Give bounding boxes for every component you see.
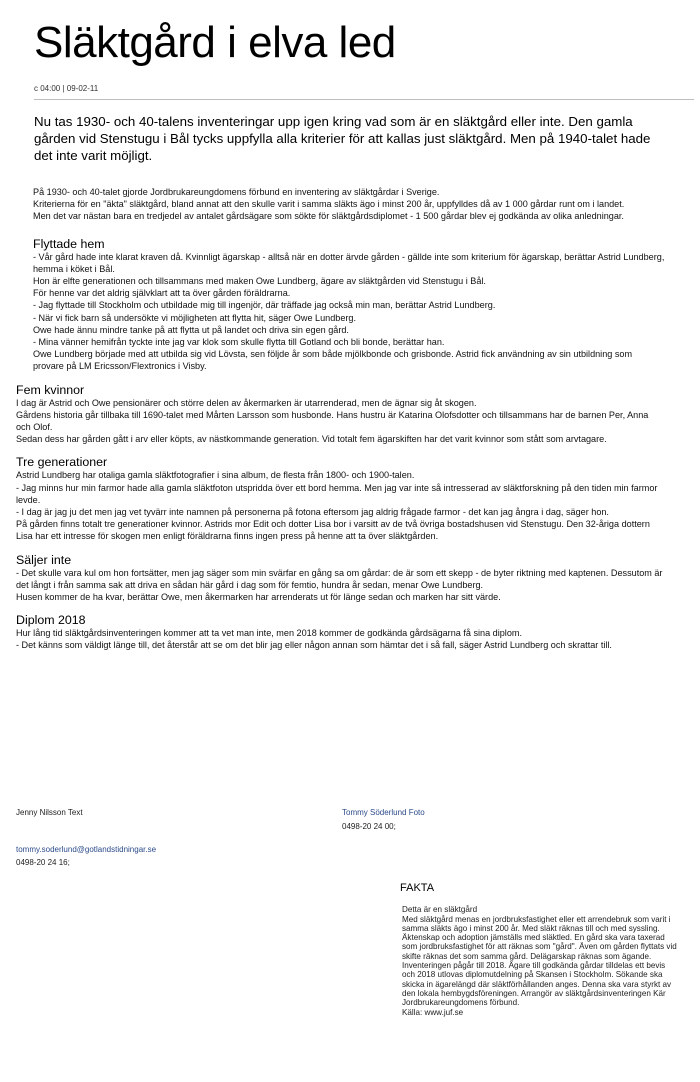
facts-paragraph: Med släktgård menas en jordbruksfastighet eller ett arrendebruk som varit i samma släkts ägo i minst 200 år. Med släkt räknas till och med syssling. Äktenskap och adoption jämställs med släktled. En gård ska vara taxerad som jordbruksfastighet för att räknas som "gård". Även om gården flyttats vid skifte räknas det som samma gård. Delägarskap räknas som ägande. <box>402 914 677 961</box>
photographer-link[interactable]: Tommy Söderlund Foto <box>342 808 425 817</box>
contact-email <box>16 845 156 854</box>
facts-content <box>402 905 680 1017</box>
facts-source: Källa: www.juf.se <box>402 1007 464 1017</box>
photographer-byline <box>342 808 425 817</box>
section-paragraph: Hur lång tid släktgårdsinventeringen kommer att ta vet man inte, men 2018 kommer de godkända gårdsägarna få sina diplom. <box>16 628 522 639</box>
email-link[interactable]: tommy.soderlund@gotlandstidningar.se <box>16 845 157 854</box>
section-paragraph: - Jag minns hur min farmor hade alla gamla släktfoton utspridda över ett bord hemma. Men jag var inte så intresserad av släktforskning på den tiden min farmor levde. <box>16 482 658 505</box>
section-paragraph: Husen kommer de ha kvar, berättar Owe, men åkermarken har arrenderats ut för länge sedan och marken har sitt värde. <box>16 592 501 603</box>
section-paragraph: - Mina vänner hemifrån tyckte inte jag var klok som skulle flytta till Gotland och bli bonde, berättar han. <box>33 337 445 348</box>
contact-phone: 0498-20 24 16; <box>16 858 70 867</box>
page-title: Släktgård i elva led <box>34 18 396 67</box>
section-paragraph: - I dag är jag ju det men jag vet tyvärr inte namnen på personerna på fotona eftersom jag aldrig frågade farmor - det kan jag ångra i dag, säger hon. <box>16 507 609 518</box>
section-paragraph: Sedan dess har gården gått i arv eller köpts, av nästkommande generation. Vid totalt fem ägarskiften har det varit kvinnor som stått som arvtagare. <box>16 434 607 445</box>
section-flyttade-hem <box>33 237 665 373</box>
section-tre-generationer <box>16 455 665 542</box>
section-paragraph: - Vår gård hade inte klarat kraven då. Kvinnligt ägarskap - alltså när en dotter ärvde gården - gällde inte som kriterium för ägarskap, berättar Astrid Lundberg, hemma i köket i Bål. <box>33 251 665 274</box>
section-diplom-2018 <box>16 613 665 651</box>
header-divider <box>34 99 694 100</box>
section-paragraph: - När vi fick barn så undersökte vi möjligheten att flytta hit, säger Owe Lundberg. <box>33 312 356 323</box>
intro-paragraph: På 1930- och 40-talet gjorde Jordbrukareungdomens förbund en inventering av släktgårdar i Sverige. <box>33 187 440 197</box>
publish-meta: c 04:00 | 09-02-11 <box>34 84 99 93</box>
section-paragraph: - Jag flyttade till Stockholm och utbildade mig till ingenjör, där träffade jag också min man, berättar Astrid Lundberg. <box>33 300 496 311</box>
facts-paragraph: Inventeringen pågår till 2018. Ägare till godkända gårdar tilldelas ett bevis och 2018 utlovas diplomutdelning på Skansen i Stockholm. Sökande ska skicka in ägarelängd där släktförhållanden anges. Denna ska vara styrkt av den lokala hembygdsföreningen. Arrangör av släktgårdsinventeringen Kär Jordbrukareungdomens förbund. <box>402 961 672 1008</box>
intro-paragraph: Kriterierna för en "äkta" släktgård, bland annat att den skulle varit i samma släkts ägo i minst 200 år, uppfylldes då av 1 000 gårdar runt om i landet. <box>33 199 625 210</box>
section-paragraph: Astrid Lundberg har otaliga gamla släktfotografier i sina album, de flesta från 1800- och 1900-talen. <box>16 470 415 481</box>
intro-paragraph: Men det var nästan bara en tredjedel av antalet gårdsägare som sökte för släktgårdsdiplomet - 1 500 gårdar blev ej godkända av olika anledningar. <box>33 211 624 222</box>
section-paragraph: På gården finns totalt tre generationer kvinnor. Astrids mor Edit och dotter Lisa bor i varsitt av de två övriga bostadshusen vid Stenstugu. Den 32-åriga dottern Lisa har ett intresse för skogen men enligt föräldrarna finns ingen press på henne att ta över släktgården. <box>16 519 650 542</box>
article-ingress: Nu tas 1930- och 40-talens inventeringar upp igen kring vad som är en släktgård eller inte. Den gamla gården vid Stenstugu i Bål tycks uppfylla alla kriterier för att kallas just släktgård. Men på 1940-talet hade det inte varit möjligt. <box>34 114 651 163</box>
section-paragraph: - Det skulle vara kul om hon fortsätter, men jag säger som min svärfar en gång sa om gårdar: de är som ett skepp - de byter riktning med kaptenen. Dessutom är det långt i från samma sak att driva en sådan här gård i dag som för femtio, hundra år sedan, menar Owe Lundberg. <box>16 567 663 590</box>
facts-box <box>394 884 684 1017</box>
facts-heading: FAKTA <box>400 882 435 894</box>
section-saljer-inte <box>16 553 665 604</box>
section-paragraph: Gårdens historia går tillbaka till 1690-talet med Mårten Larsson som husbonde. Hans hustru är Katarina Olofsdotter och tillsammans har de barnen Per, Anna och Olof. <box>16 409 649 433</box>
section-paragraph: Owe Lundberg började med att utbilda sig vid Lövsta, sen följde år som både mjölkbonde och grisbonde. Astrid fick användning av sin utbildning som provare på LM Ericsson/Flextronics i Visby. <box>33 349 633 372</box>
section-heading: Fem kvinnor <box>16 382 85 397</box>
section-heading: Tre generationer <box>16 455 108 470</box>
facts-subheading: Detta är en släktgård <box>402 905 478 915</box>
section-fem-kvinnor <box>16 383 665 446</box>
article-body <box>16 186 665 652</box>
intro <box>33 186 665 223</box>
section-paragraph: För henne var det aldrig självklart att ta över gården föräldrarna. <box>33 288 291 299</box>
section-paragraph: I dag är Astrid och Owe pensionärer och större delen av åkermarken är utarrenderad, men de ägnar sig åt skogen. <box>16 397 477 408</box>
section-heading: Flyttade hem <box>33 236 105 251</box>
writer-byline: Jenny Nilsson Text <box>16 808 83 817</box>
section-heading: Diplom 2018 <box>16 613 86 628</box>
section-paragraph: Hon är elfte generationen och tillsammans med maken Owe Lundberg, ägare av släktgården vid Stenstugu i Bål. <box>33 276 486 287</box>
photographer-phone: 0498-20 24 00; <box>342 822 396 831</box>
section-paragraph: Owe hade ännu mindre tanke på att flytta ut på landet och driva sin egen gård. <box>33 324 349 335</box>
section-heading: Säljer inte <box>16 552 72 567</box>
section-paragraph: - Det känns som väldigt länge till, det återstår att se om det blir jag eller någon annan som hämtar det i så fall, säger Astrid Lundberg och skrattar till. <box>16 640 612 651</box>
